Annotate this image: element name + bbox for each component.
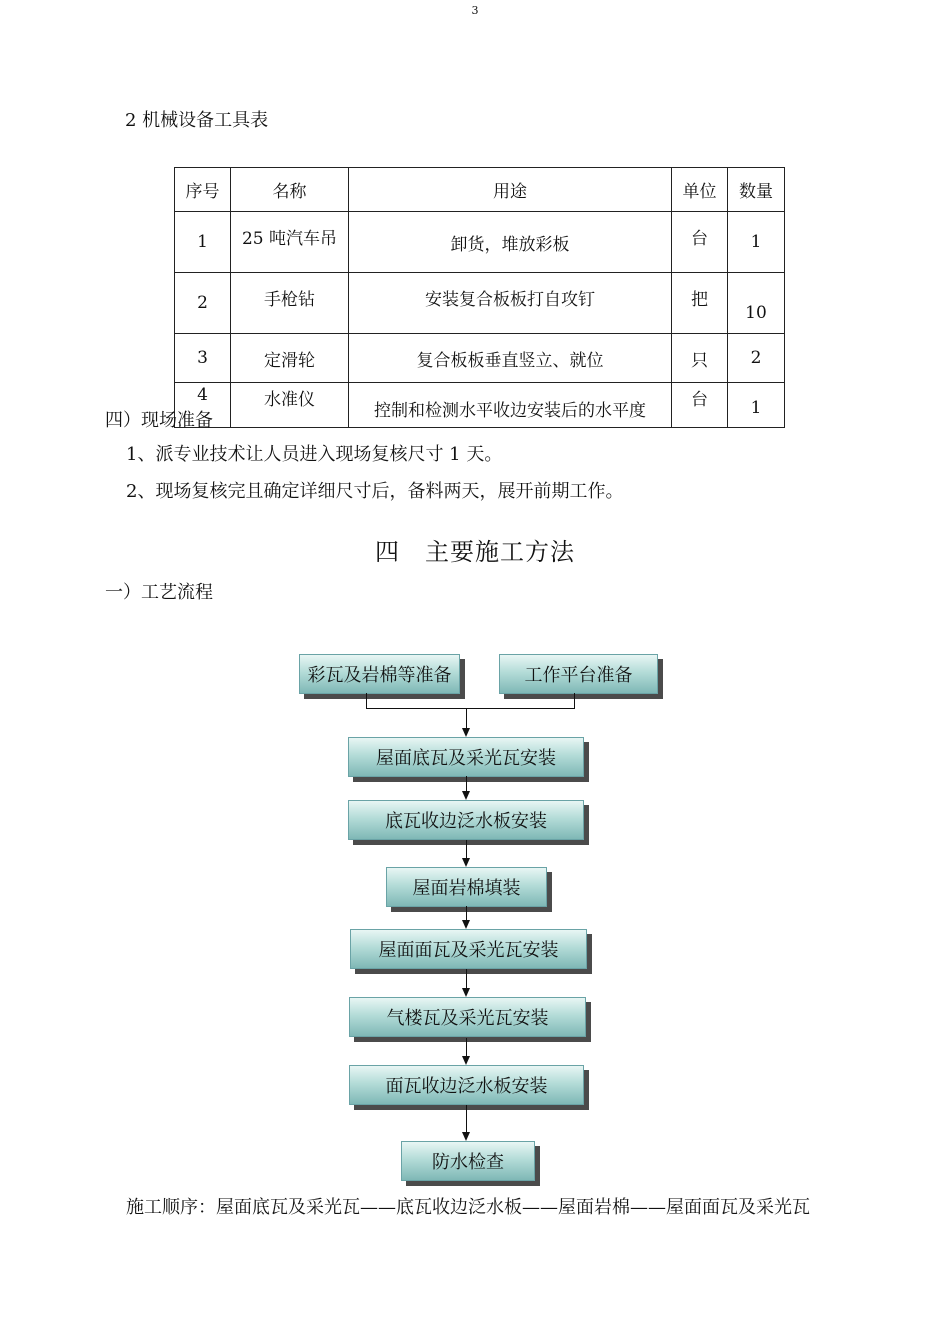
header-quantity: 数量 xyxy=(728,168,785,212)
section-heading: 四 主要施工方法 xyxy=(375,538,575,566)
cell-quantity: 10 xyxy=(728,273,785,334)
flow-box-label: 工作平台准备 xyxy=(524,665,633,686)
arrow-down-icon xyxy=(462,920,470,929)
cell-unit: 台 xyxy=(672,383,728,428)
arrow-down-icon xyxy=(462,728,470,737)
cell-index: 1 xyxy=(175,212,231,273)
connector-line xyxy=(466,1038,467,1057)
equipment-table-title: 2 机械设备工具表 xyxy=(125,110,269,131)
prep-item: 2、现场复核完且确定详细尺寸后，备料两天，展开前期工作。 xyxy=(126,481,624,502)
flow-step-waterproof-check xyxy=(401,1141,535,1181)
flow-step-bottom-tile-install xyxy=(348,737,584,777)
header-usage: 用途 xyxy=(349,168,672,212)
connector-line xyxy=(366,693,367,708)
flow-step-top-flashing-install xyxy=(349,1065,584,1105)
flow-box-label: 防水检查 xyxy=(432,1152,504,1173)
connector-line xyxy=(574,693,575,708)
cell-name: 水准仪 xyxy=(231,383,349,428)
cell-index: 2 xyxy=(175,273,231,334)
cell-name: 定滑轮 xyxy=(231,334,349,383)
connector-line xyxy=(466,906,467,921)
cell-name: 手枪钻 xyxy=(231,273,349,334)
flow-box-label: 气楼瓦及采光瓦安装 xyxy=(386,1008,549,1029)
cell-quantity: 1 xyxy=(728,212,785,273)
cell-unit: 只 xyxy=(672,334,728,383)
flow-box-label: 屋面底瓦及采光瓦安装 xyxy=(376,748,556,769)
flow-step-top-tile-install xyxy=(350,929,587,969)
cell-usage: 复合板板垂直竖立、就位 xyxy=(349,334,672,383)
arrow-down-icon xyxy=(462,791,470,800)
prep-title: 四）现场准备 xyxy=(105,410,213,431)
flow-box-label: 彩瓦及岩棉等准备 xyxy=(307,665,452,686)
flow-box-platform-prep xyxy=(499,654,658,694)
cell-usage: 安装复合板板打自攻钉 xyxy=(349,273,672,334)
flow-box-label: 屋面面瓦及采光瓦安装 xyxy=(378,940,559,961)
prep-item: 1、派专业技术让人员进入现场复核尺寸 1 天。 xyxy=(126,444,503,465)
table-row xyxy=(175,212,785,273)
connector-line xyxy=(466,776,467,792)
table-row xyxy=(175,383,785,428)
cell-usage: 卸货，堆放彩板 xyxy=(349,212,672,273)
cell-unit: 把 xyxy=(672,273,728,334)
page-number: 3 xyxy=(471,4,479,17)
flow-step-bottom-flashing-install xyxy=(348,800,584,840)
arrow-down-icon xyxy=(462,1132,470,1141)
construction-sequence: 施工顺序：屋面底瓦及采光瓦——底瓦收边泛水板——屋面岩棉——屋面面瓦及采光瓦 xyxy=(126,1197,810,1218)
header-name: 名称 xyxy=(231,168,349,212)
connector-line xyxy=(466,969,467,989)
table-header-row xyxy=(175,168,785,212)
cell-quantity: 1 xyxy=(728,383,785,428)
connector-line xyxy=(466,840,467,859)
connector-line xyxy=(366,708,575,709)
table-row xyxy=(175,334,785,383)
flow-box-label: 面瓦收边泛水板安装 xyxy=(385,1076,548,1097)
process-title: 一）工艺流程 xyxy=(105,582,213,603)
flow-box-material-prep xyxy=(299,654,460,694)
flow-box-label: 底瓦收边泛水板安装 xyxy=(385,811,547,832)
arrow-down-icon xyxy=(462,988,470,997)
table-row xyxy=(175,273,785,334)
cell-quantity: 2 xyxy=(728,334,785,383)
arrow-down-icon xyxy=(462,858,470,867)
cell-index: 4 xyxy=(175,383,231,428)
flow-step-rockwool-fill xyxy=(386,867,547,907)
cell-name: 25 吨汽车吊 xyxy=(231,212,349,273)
connector-line xyxy=(466,1105,467,1133)
cell-usage: 控制和检测水平收边安装后的水平度 xyxy=(349,383,672,428)
equipment-table xyxy=(174,167,785,428)
arrow-down-icon xyxy=(462,1056,470,1065)
header-unit: 单位 xyxy=(672,168,728,212)
flow-step-skylight-tile-install xyxy=(349,997,586,1037)
flow-box-label: 屋面岩棉填装 xyxy=(412,878,521,899)
cell-unit: 台 xyxy=(672,212,728,273)
cell-index: 3 xyxy=(175,334,231,383)
connector-line xyxy=(466,708,467,730)
header-index: 序号 xyxy=(175,168,231,212)
